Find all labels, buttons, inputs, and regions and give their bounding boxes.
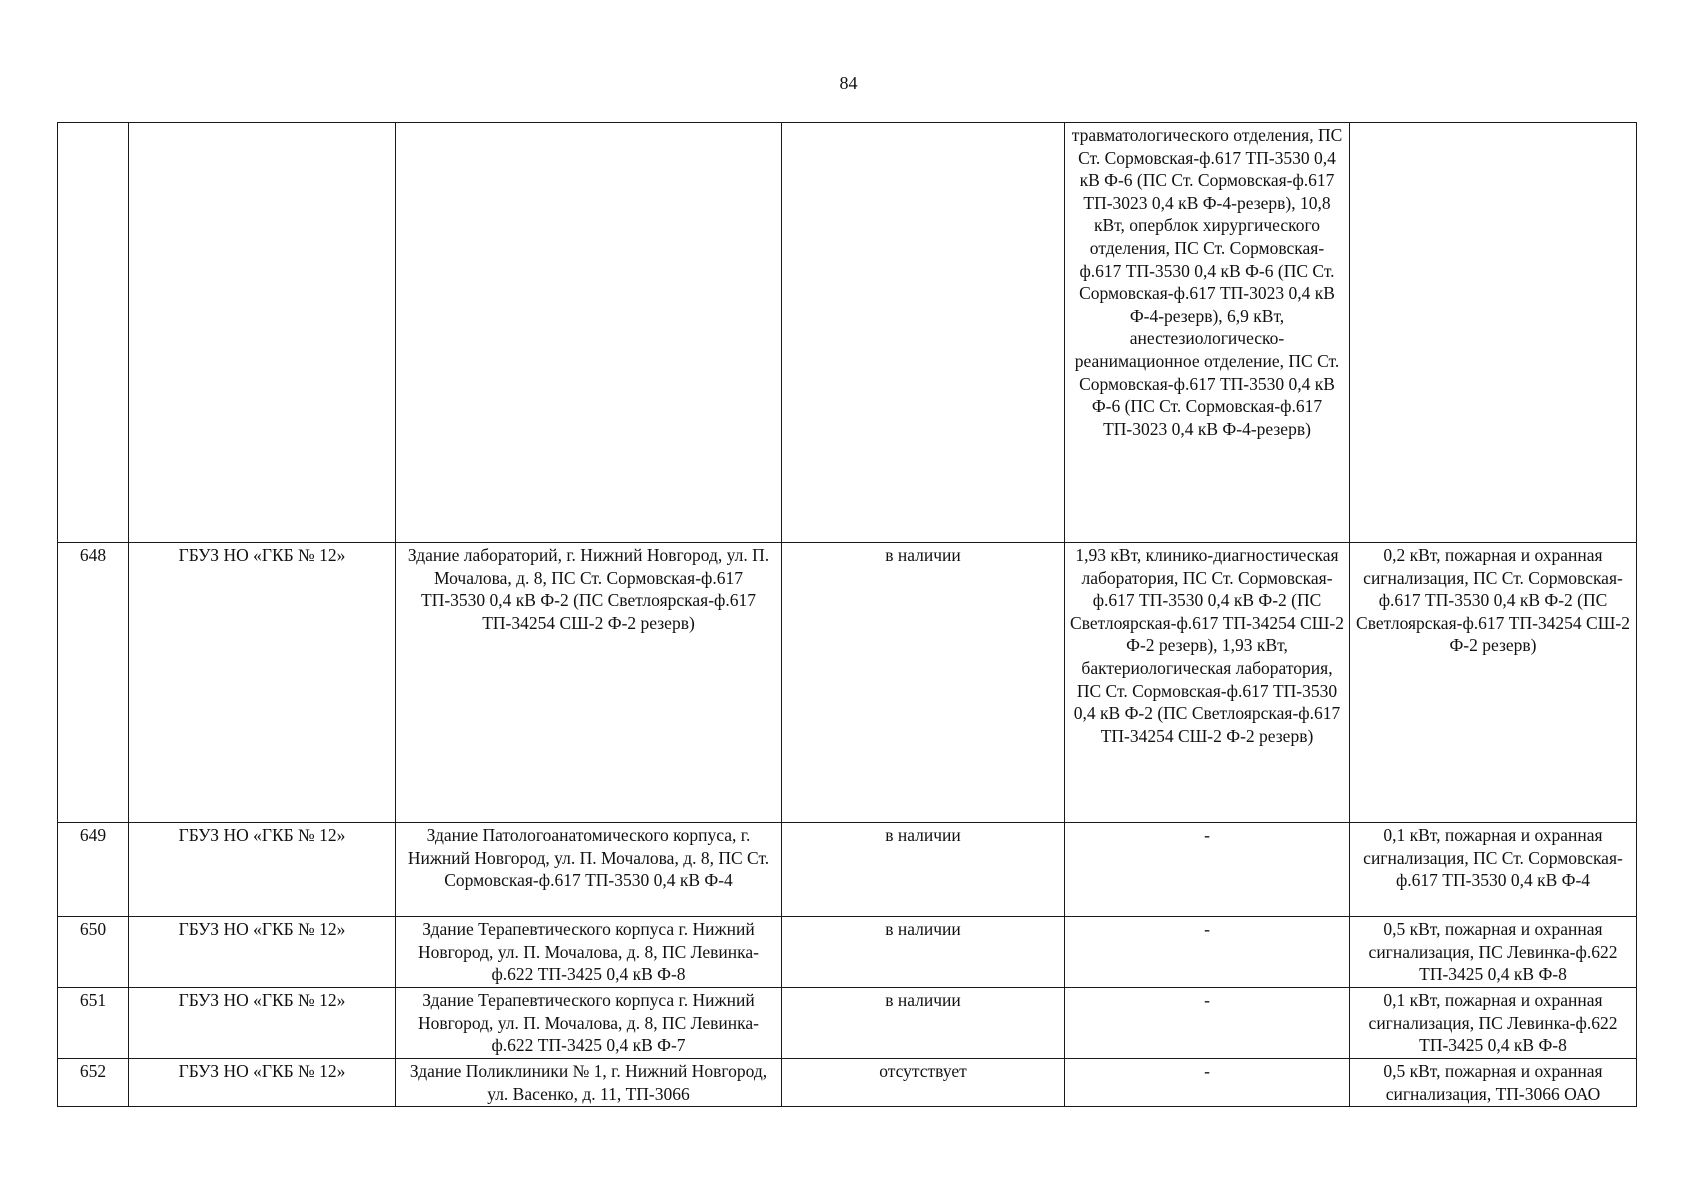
- organization-cell: ГБУЗ НО «ГКБ № 12»: [129, 988, 396, 1059]
- organization-cell: ГБУЗ НО «ГКБ № 12»: [129, 917, 396, 988]
- alarm-cell: 0,5 кВт, пожарная и охранная сигнализация, ПС Левинка-ф.622 ТП-3425 0,4 кВ Ф-8: [1350, 917, 1637, 988]
- alarm-cell: 0,1 кВт, пожарная и охранная сигнализация, ПС Левинка-ф.622 ТП-3425 0,4 кВ Ф-8: [1350, 988, 1637, 1059]
- table-row: [58, 543, 1637, 823]
- availability-cell: в наличии: [782, 917, 1065, 988]
- row-number-cell: [58, 123, 129, 543]
- row-number-cell: 652: [58, 1059, 129, 1107]
- power-cell: 1,93 кВт, клинико-диагностическая лаборатория, ПС Ст. Сормовская-ф.617 ТП-3530 0,4 кВ Ф-2 (ПС Светлоярская-ф.617 ТП-34254 СШ-2 Ф-2 резерв), 1,93 кВт, бактериологическая лаборатория, ПС Ст. Сормовская-ф.617 ТП-3530 0,4 кВ Ф-2 (ПС Светлоярская-ф.617 ТП-34254 СШ-2 Ф-2 резерв): [1065, 543, 1350, 823]
- power-cell: -: [1065, 823, 1350, 917]
- object-cell: Здание лабораторий, г. Нижний Новгород, ул. П. Мочалова, д. 8, ПС Ст. Сормовская-ф.617 ТП-3530 0,4 кВ Ф-2 (ПС Светлоярская-ф.617 ТП-34254 СШ-2 Ф-2 резерв): [396, 543, 782, 823]
- power-cell: травматологического отделения, ПС Ст. Сормовская-ф.617 ТП-3530 0,4 кВ Ф-6 (ПС Ст. Сормовская-ф.617 ТП-3023 0,4 кВ Ф-4-резерв), 10,8 кВт, оперблок хирургического отделения, ПС Ст. Сормовская-ф.617 ТП-3530 0,4 кВ Ф-6 (ПС Ст. Сормовская-ф.617 ТП-3023 0,4 кВ Ф-4-резерв), 6,9 кВт, анестезиологическо-реанимационное отделение, ПС Ст. Сормовская-ф.617 ТП-3530 0,4 кВ Ф-6 (ПС Ст. Сормовская-ф.617 ТП-3023 0,4 кВ Ф-4-резерв): [1065, 123, 1350, 543]
- power-cell: -: [1065, 1059, 1350, 1107]
- power-cell: -: [1065, 917, 1350, 988]
- organization-cell: ГБУЗ НО «ГКБ № 12»: [129, 1059, 396, 1107]
- alarm-cell: 0,2 кВт, пожарная и охранная сигнализация, ПС Ст. Сормовская-ф.617 ТП-3530 0,4 кВ Ф-2 (ПС Светлоярская-ф.617 ТП-34254 СШ-2 Ф-2 резерв): [1350, 543, 1637, 823]
- object-cell: Здание Поликлиники № 1, г. Нижний Новгород, ул. Васенко, д. 11, ТП-3066: [396, 1059, 782, 1107]
- data-table: [57, 122, 1637, 1107]
- organization-cell: [129, 123, 396, 543]
- object-cell: Здание Терапевтического корпуса г. Нижний Новгород, ул. П. Мочалова, д. 8, ПС Левинка-ф.622 ТП-3425 0,4 кВ Ф-7: [396, 988, 782, 1059]
- object-cell: [396, 123, 782, 543]
- table-row: [58, 1059, 1637, 1107]
- row-number-cell: 650: [58, 917, 129, 988]
- page-number: 84: [839, 73, 858, 93]
- object-cell: Здание Терапевтического корпуса г. Нижний Новгород, ул. П. Мочалова, д. 8, ПС Левинка-ф.622 ТП-3425 0,4 кВ Ф-8: [396, 917, 782, 988]
- row-number-cell: 651: [58, 988, 129, 1059]
- table-row: [58, 988, 1637, 1059]
- availability-cell: в наличии: [782, 988, 1065, 1059]
- table-row: [58, 823, 1637, 917]
- alarm-cell: [1350, 123, 1637, 543]
- organization-cell: ГБУЗ НО «ГКБ № 12»: [129, 543, 396, 823]
- alarm-cell: 0,5 кВт, пожарная и охранная сигнализация, ТП-3066 ОАО: [1350, 1059, 1637, 1107]
- availability-cell: в наличии: [782, 823, 1065, 917]
- organization-cell: ГБУЗ НО «ГКБ № 12»: [129, 823, 396, 917]
- alarm-cell: 0,1 кВт, пожарная и охранная сигнализация, ПС Ст. Сормовская-ф.617 ТП-3530 0,4 кВ Ф-4: [1350, 823, 1637, 917]
- availability-cell: отсутствует: [782, 1059, 1065, 1107]
- power-cell: -: [1065, 988, 1350, 1059]
- availability-cell: в наличии: [782, 543, 1065, 823]
- table-row: [58, 917, 1637, 988]
- availability-cell: [782, 123, 1065, 543]
- row-number-cell: 649: [58, 823, 129, 917]
- object-cell: Здание Патологоанатомического корпуса, г. Нижний Новгород, ул. П. Мочалова, д. 8, ПС Ст. Сормовская-ф.617 ТП-3530 0,4 кВ Ф-4: [396, 823, 782, 917]
- table-row: [58, 123, 1637, 543]
- row-number-cell: 648: [58, 543, 129, 823]
